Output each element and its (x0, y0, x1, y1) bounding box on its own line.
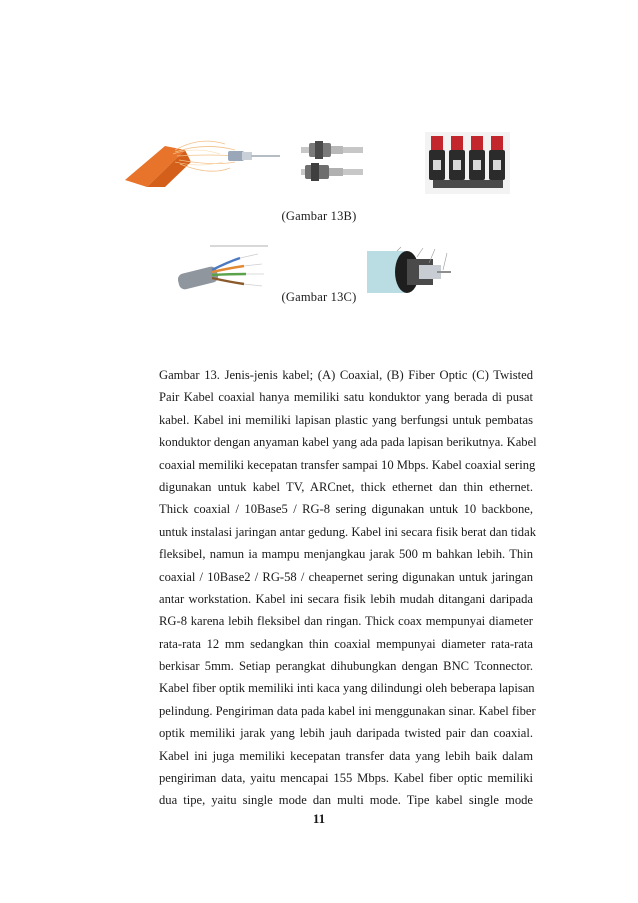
paragraph-line: Thick coaxial / 10Base5 / RG-8 sering digunakan untuk 10 backbone, (159, 502, 533, 517)
sc-connector-image (425, 132, 510, 194)
paragraph-line: antar workstation. Kabel ini secara fisik lebih mudah ditangani daripada (159, 591, 533, 606)
paragraph-line: coaxial memiliki kecepatan transfer sampai 10 Mbps. Kabel coaxial sering (159, 457, 536, 472)
paragraph-line: rata-rata 12 mm sedangkan thin coaxial mempunyai diameter rata-rata (159, 636, 533, 651)
fiber-optic-strand-image (125, 132, 280, 187)
page-number: 11 (312, 811, 326, 826)
paragraph-line: fleksibel, namun ia mampu menjangkau jarak 500 m bahkan lebih. Thin (159, 547, 533, 562)
paragraph-line: optik memiliki jarak yang lebih jauh daripada twisted pair dan coaxial. (159, 726, 533, 741)
paragraph-line: untuk instalasi jaringan antar gedung. Kabel ini secara fisik berat dan tidak (159, 524, 536, 539)
paragraph-line: RG-8 karena lebih fleksibel dan ringan. Thick coax mempunyai diameter (159, 614, 533, 629)
figure-caption-13b: (Gambar 13B) (281, 209, 357, 223)
paragraph-line: kabel. Kabel ini memiliki lapisan plastic yang berfungsi untuk pembatas (159, 412, 533, 427)
st-connector-image (301, 133, 363, 187)
twisted-pair-cable-image (178, 244, 270, 296)
paragraph-line: Kabel fiber optik memiliki inti kaca yang dilindungi oleh beberapa lapisan (159, 681, 535, 696)
paragraph-line: Pair Kabel coaxial hanya memiliki satu konduktor yang berada di pusat (159, 390, 533, 405)
paragraph-line: pengiriman data, yaitu mencapai 155 Mbps. Kabel fiber optic memiliki (159, 771, 533, 786)
figure-caption-13c: (Gambar 13C) (281, 290, 357, 304)
paragraph-line: dua tipe, yaitu single mode dan multi mode. Tipe kabel single mode (159, 793, 533, 808)
paragraph-line: pelindung. Pengiriman data pada kabel ini menggunakan sinar. Kabel fiber (159, 703, 536, 718)
paragraph-line: digunakan untuk kabel TV, ARCnet, thick ethernet dan thin ethernet. (159, 479, 533, 494)
paragraph-line: coaxial / 10Base2 / RG-58 / cheapernet sering digunakan untuk jaringan (159, 569, 533, 584)
paragraph-line: konduktor dengan anyaman kabel yang ada pada lapisan berikutnya. Kabel (159, 435, 537, 450)
paragraph-line: Gambar 13. Jenis-jenis kabel; (A) Coaxial, (B) Fiber Optic (C) Twisted (159, 368, 533, 382)
paragraph-line: Kabel ini juga memiliki kecepatan transfer data yang lebih baik dalam (159, 748, 533, 763)
body-paragraph (159, 364, 537, 812)
paragraph-line: berkisar 5mm. Setiap perangkat dihubungkan dengan BNC Tconnector. (159, 659, 533, 674)
